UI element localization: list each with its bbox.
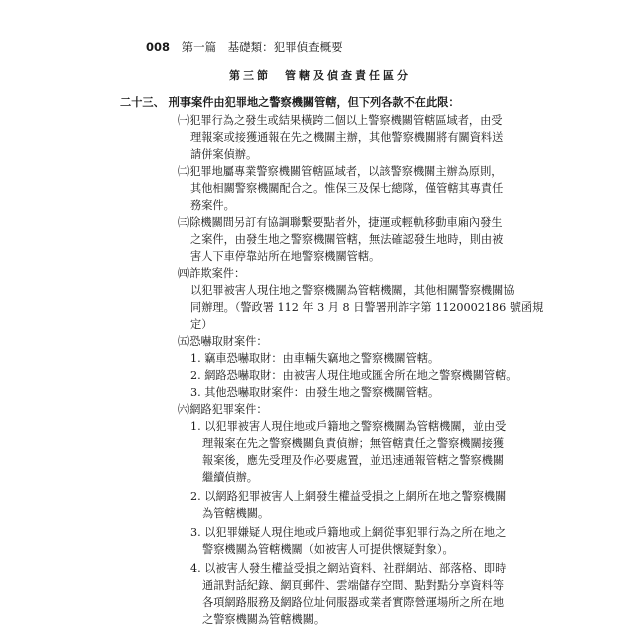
item-6-sub-1-line-1: 1. 以犯罪被害人現住地或戶籍地之警察機關為管轄機關，並由受 — [190, 420, 507, 433]
item-6-sub-3-line-1: 3. 以犯罪嫌疑人現住地或戶籍地或上網從事犯罪行為之所在地之 — [190, 526, 507, 539]
item-6-sub-4-line-1: 4. 以被害人發生權益受損之網站資料、社群網站、部落格、即時 — [190, 562, 507, 575]
item-6-sub-3-line-2: 警察機關為管轄機關（如被害人可提供懷疑對象）。 — [202, 543, 454, 556]
item-6-sub-2-line-2: 為管轄機關。 — [202, 507, 270, 520]
item-2-line-3: 務案件。 — [190, 199, 235, 212]
chapter-title: 第一篇 基礎類：犯罪偵查概要 — [181, 40, 343, 54]
item-5-sub-3: 3. 其他恐嚇取財案件：由發生地之警察機關管轄。 — [190, 386, 440, 399]
item-5-sub-1: 1. 竊車恐嚇取財：由車輛失竊地之警察機關管轄。 — [190, 352, 440, 365]
item-6-sub-1-line-4: 繼續偵辦。 — [202, 471, 258, 484]
item-3-line-2: 之案件，由發生地之警察機關管轄，無法確認發生地時，則由被 — [190, 233, 504, 246]
item-1-line-3: 請併案偵辦。 — [190, 148, 258, 161]
item-6-sub-4-line-3: 各項網路服務及網路位址伺服器或業者實際營運場所之所在地 — [202, 596, 505, 609]
item-2-line-2: 其他相關警察機關配合之。惟保三及保七總隊，僅管轄其專責任 — [190, 182, 504, 195]
page-header — [146, 39, 343, 55]
item-1-line-2: 理報案或接獲通報在先之機關主辦，其他警察機關將有關資料送 — [190, 131, 504, 144]
item-6-sub-4-line-2: 通訊對話紀錄、網頁郵件、雲端儲存空間、點對點分享資料等 — [202, 579, 505, 592]
item-5-sub-2: 2. 網路恐嚇取財：由被害人現住地或匯舍所在地之警察機關管轄。 — [190, 369, 518, 382]
item-6-sub-1-line-3: 報案後，應先受理及作必要處置，並迅速通報管轄之警察機關 — [202, 454, 505, 467]
item-2-line-1: ㈡犯罪地屬專業警察機關管轄區域者，以該警察機關主辦為原則， — [178, 165, 503, 178]
item-4-heading: ㈣詐欺案件： — [178, 267, 246, 280]
item-5-heading: ㈤恐嚇取財案件： — [178, 335, 268, 348]
item-3-line-3: 害人下車停靠站所在地警察機關管轄。 — [190, 250, 381, 263]
item-4-line-2: 同辦理。（警政署 112 年 3 月 8 日警署刑詐字第 1120002186 號函規 — [190, 301, 544, 314]
item-6-heading: ㈥網路犯罪案件： — [178, 403, 268, 416]
item-6-sub-2-line-1: 2. 以網路犯罪被害人上網發生權益受損之上網所在地之警察機關 — [190, 490, 507, 503]
item-6-sub-4-line-4: 之警察機關為管轄機關。 — [202, 613, 326, 626]
article-23-heading: 二十三、 刑事案件由犯罪地之警察機關管轄，但下列各款不在此限： — [120, 95, 460, 109]
item-4-line-3: 定） — [190, 318, 213, 331]
page-number: 008 — [146, 40, 171, 54]
section-title: 第三節 管轄及偵查責任區分 — [229, 69, 411, 82]
item-4-line-1: 以犯罪被害人現住地之警察機關為管轄機關，其他相關警察機關協 — [190, 284, 515, 297]
item-1-line-1: ㈠犯罪行為之發生或結果橫跨二個以上警察機關管轄區域者，由受 — [178, 114, 503, 127]
item-6-sub-1-line-2: 理報案在先之警察機關負責偵辦；無管轄責任之警察機關接獲 — [202, 437, 505, 450]
item-3-line-1: ㈢除機關間另訂有協調聯繫要點者外，捷運或輕軌移動車廂內發生 — [178, 216, 503, 229]
